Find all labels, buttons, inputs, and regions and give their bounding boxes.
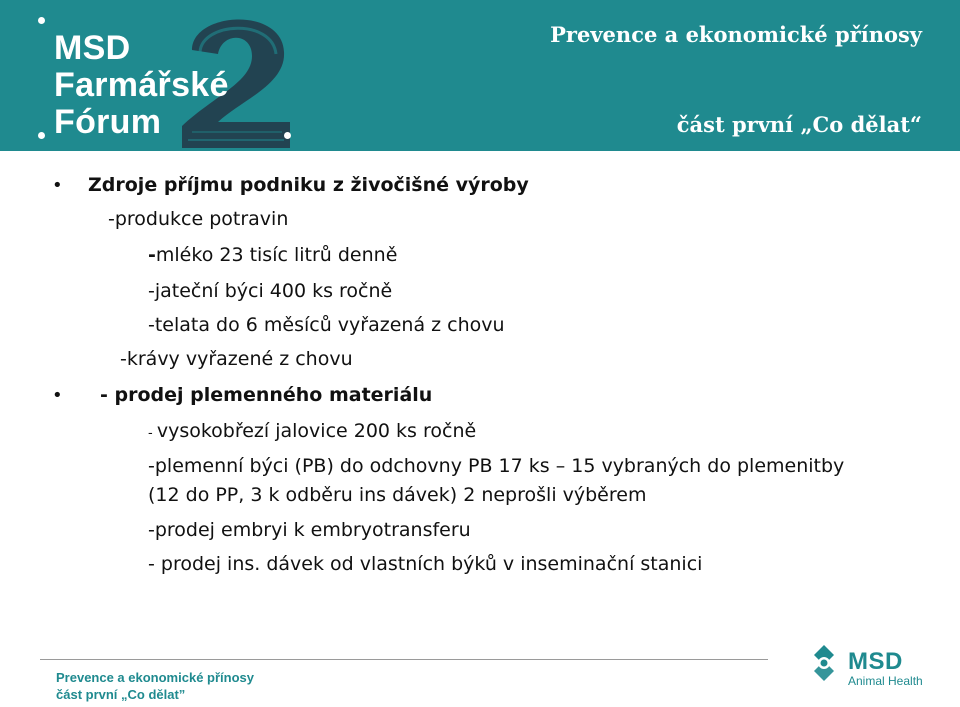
msd-brand-subtitle: Animal Health xyxy=(848,674,923,688)
logo-dot xyxy=(284,132,291,139)
logo-line-msd: MSD xyxy=(54,29,131,67)
line-milk xyxy=(148,244,397,266)
bullet-breeding-material xyxy=(100,384,432,406)
footer-divider xyxy=(40,659,768,660)
farm-forum-logo xyxy=(54,30,229,141)
bullet-income-sources: Zdroje příjmu podniku z živočišné výroby xyxy=(88,174,529,196)
line-heifers-dash: - xyxy=(148,426,157,441)
line-heifers-text: vysokobřezí jalovice 200 ks ročně xyxy=(156,420,477,442)
bullet-icon: • xyxy=(52,385,63,406)
logo-dot xyxy=(38,132,45,139)
bullet-icon: • xyxy=(52,175,63,196)
line-milk-text: mléko 23 tisíc litrů denně xyxy=(155,244,398,266)
banner-title: Prevence a ekonomické přínosy xyxy=(550,22,922,47)
bullet-breeding-dash: - xyxy=(100,384,115,406)
bullet-breeding-text: prodej plemenného materiálu xyxy=(114,384,433,406)
banner-subtitle: část první „Co dělat“ xyxy=(676,112,922,137)
logo-dot xyxy=(38,17,45,24)
logo-line-farmarske: Farmářské xyxy=(54,66,229,104)
line-breeding-bulls-detail: (12 do PP, 3 k odběru ins dávek) 2 neprošli výběrem xyxy=(148,484,647,506)
line-milk-dash: - xyxy=(148,244,156,266)
msd-diamond-logo-icon xyxy=(804,643,844,683)
header-banner xyxy=(0,0,960,151)
line-heifers xyxy=(148,420,476,442)
line-food-production: -produkce potravin xyxy=(108,208,289,230)
line-calves: -telata do 6 měsíců vyřazená z chovu xyxy=(148,314,505,336)
logo-line-forum: Fórum xyxy=(54,103,162,141)
line-breeding-bulls: -plemenní býci (PB) do odchovny PB 17 ks – 15 vybraných do plemenitby xyxy=(148,455,845,477)
line-insemination-doses: - prodej ins. dávek od vlastních býků v inseminační stanici xyxy=(148,553,703,575)
msd-brand: MSD xyxy=(848,648,903,675)
line-cows: -krávy vyřazené z chovu xyxy=(120,348,353,370)
footer-subtitle: část první „Co dělat” xyxy=(56,687,186,702)
line-embryo-sale: -prodej embryi k embryotransferu xyxy=(148,519,471,541)
line-bulls: -jateční býci 400 ks ročně xyxy=(148,280,393,302)
footer-title: Prevence a ekonomické přínosy xyxy=(56,670,254,685)
